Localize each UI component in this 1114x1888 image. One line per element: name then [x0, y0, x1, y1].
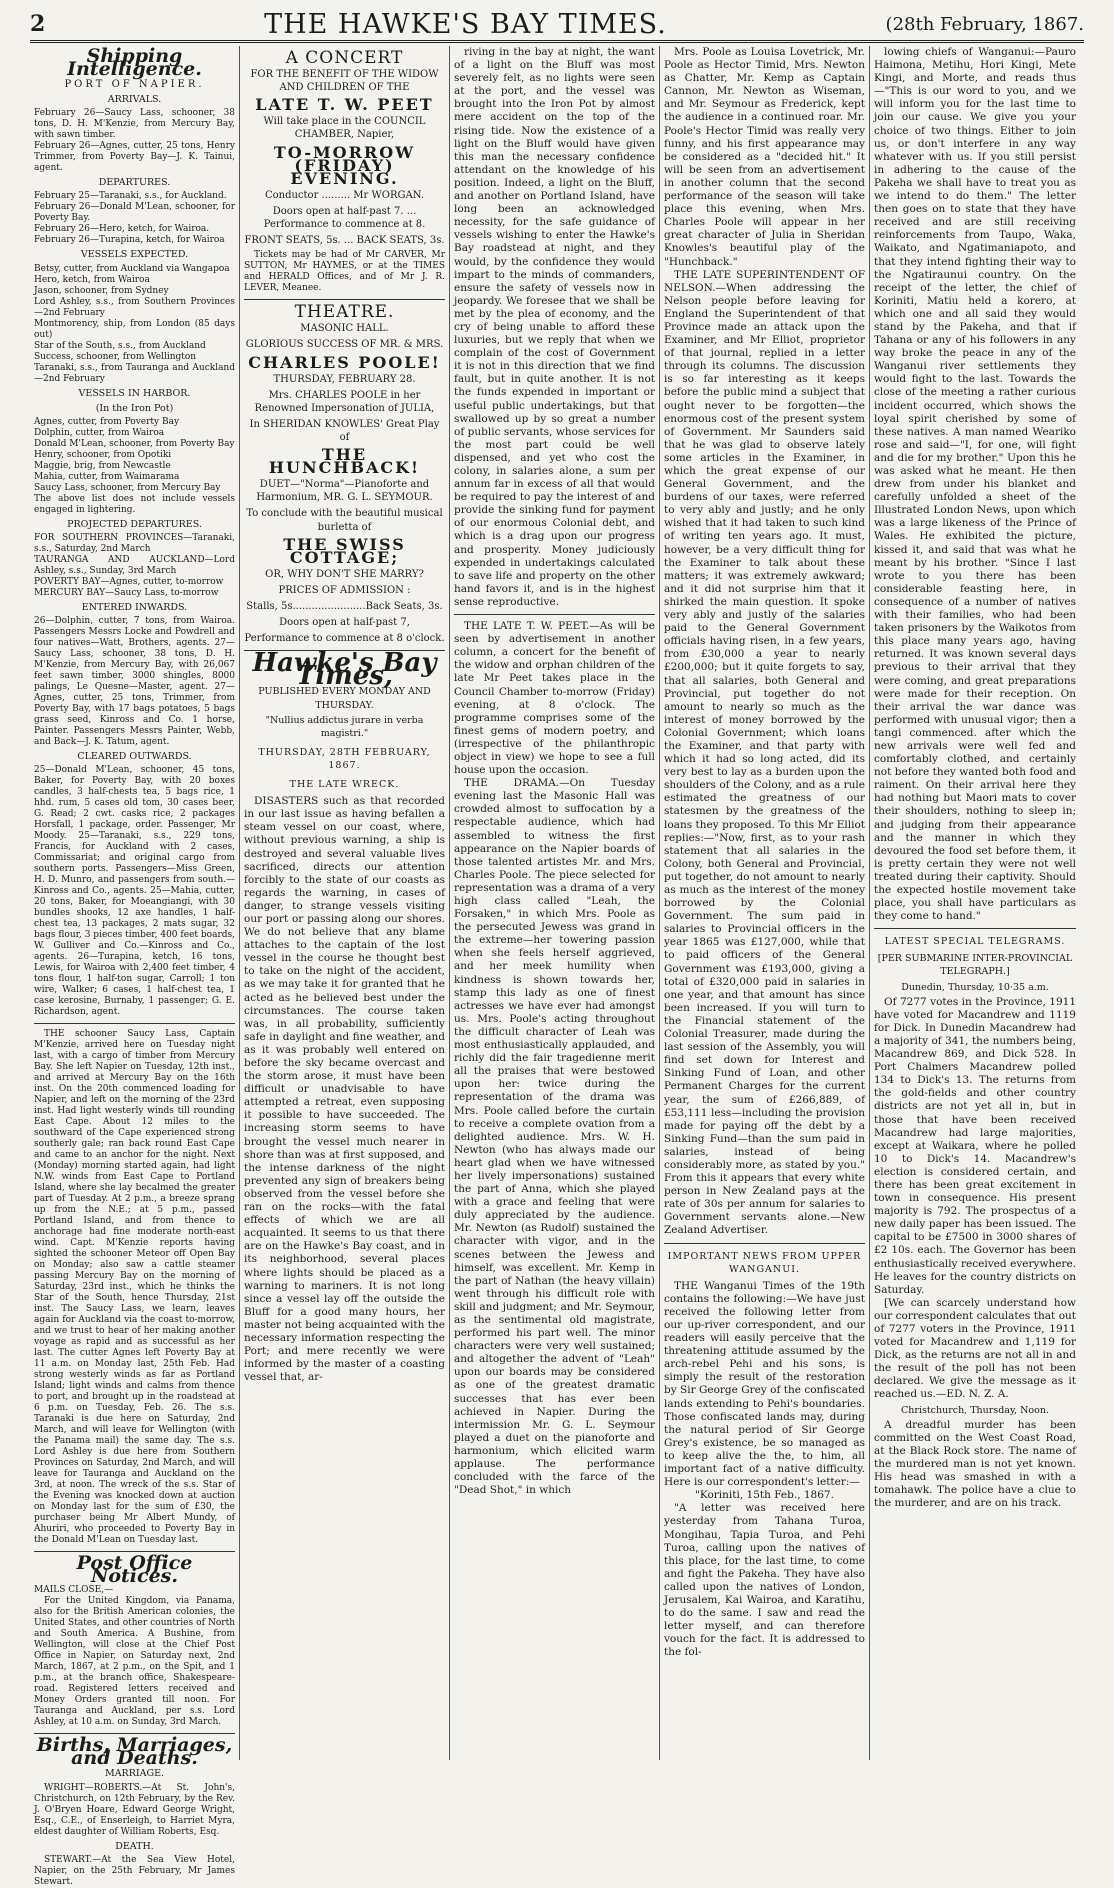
marriage-text: WRIGHT—ROBERTS.—At St. John's, Christchurch, on 12th February, by the Rev. J. O'Bryen Hoare, Edward George Wright, Esq., C.E., of Enserleigh, to Harriet Myra, eldest daughter of William Roberts, Esq. [34, 1782, 235, 1837]
wreck-article: DISASTERS such as that recorded in our last issue as having befallen a steam vessel on our coast, where, without previous warning, a ship is destroyed and several valuable lives sacrificed, directs our attention forcibly to the state of our coasts as regards the warning, in cases of danger, to strange vessels visiting our port or passing along our shores. We do not believe that any blame attaches to the captain of the lost vessel in the course he thought best to take on the night of the accident, as we may take it for granted that he acted as he believed best under the circumstances. The course taken was, in all probability, sufficiently safe in daylight and fine weather, and as it was probably well entered on before the sky became overcast and the storm arose, it must have been difficult or unadvisable to have attempted a retreat, even supposing it possible to have succeeded. The increasing storm seems to have brought the vessel much nearer in shore than was at first supposed, and the intense darkness of the night prevented any sign of breakers being observed from the vessel before she ran on the rocks—with the fatal effects of which we are all acquainted. It seems to us that there are on the Hawke's Bay coast, and in its neighborhood, several places where lights should be placed as a warning to mariners. It is not long since a vessel lay off the outside the Bluff for a good many hours, her master not being acquainted with the necessary information respecting the Port; and mere recently we were informed by the master of a coasting vessel that, ar- [244, 795, 445, 1384]
harbor-line: Mahia, cutter, from Waimarama [34, 471, 180, 482]
theatre-title: THEATRE. [294, 302, 395, 323]
column-4 [660, 46, 870, 1760]
mails-close: MAILS CLOSE,— [34, 1585, 114, 1596]
concert-title: A CONCERT [285, 48, 404, 68]
koriniti-letter: "A letter was received here yesterday from Tahana Turoa, Mongihau, Tapia Turoa, and Pehi Turoa, calling upon the natives of this place, for the last time, to come and fight the Pakeha. They have also called upon the natives of London, Jerusalem, Kai Wairoa, and Karatihu, to do the same. I saw and read the letter myself, and can therefore vouch for the fact. It is addressed to the fol- [664, 1502, 865, 1659]
column-5 [870, 46, 1080, 1760]
divider [454, 614, 655, 615]
projected-line: FOR SOUTHERN PROVINCES—Taranaki, s.s., Saturday, 2nd March [34, 532, 235, 554]
projected-line: MERCURY BAY—Saucy Lass, to-morrow [34, 587, 219, 598]
masonic-hall: MASONIC HALL. [300, 323, 389, 335]
election-telegram: Of 7277 votes in the Province, 1911 have voted for Macandrew and 1119 for Dick. In Dunedin Macandrew had a majority of 341, the numbers being, Macandrew 869, and Dick 528. In Port Chalmers Macandrew polled 134 to Dick's 13. The returns from the gold-fields and other country districts are not yet all in, but in those that have been received Macandrew had large majorities, except at Waikara, where he polled 10 to Dick's 14. Macandrew's election is considered certain, and there has been great excitement in town in consequence. His present majority is 792. The prospectus of a new daily paper has been issued. The capital to be £7500 in 3000 shares of £2 10s. each. The Governor has been enthusiastically received everywhere. He leaves for the country districts on Saturday. [874, 995, 1076, 1296]
arrivals-heading: ARRIVALS. [107, 94, 162, 106]
glorious-success: GLORIOUS SUCCESS OF MR. & MRS. [245, 339, 444, 351]
divider [34, 1023, 235, 1024]
harbor-line: Donald M'Lean, schooner, from Poverty Bay [34, 438, 235, 449]
conclude: To conclude with the beautiful musical burletta of [246, 508, 443, 533]
telegrams-subheading: [PER SUBMARINE INTER-PROVINCIAL TELEGRAPH.] [877, 953, 1073, 978]
post-office-heading: Post Office Notices. [76, 1552, 193, 1588]
expected-line: Success, schooner, from Wellington [34, 351, 197, 362]
theatre-date: THURSDAY, FEBRUARY 28. [273, 373, 416, 385]
harbor-line: Dolphin, cutter, from Wairoa [34, 427, 165, 438]
concert-place: Will take place in the COUNCIL CHAMBER, Napier, [263, 116, 426, 141]
bmd-heading: Births, Marriages, and Deaths. [36, 1734, 233, 1770]
charles-poole: CHARLES POOLE! [248, 352, 441, 372]
koriniti-letter-continued: lowing chiefs of Wanganui:—Pauro Haimona, Metihu, Hori Kingi, Mete Kingi, and Morte, and reads thus—"This is our word to you, and we will inform you for the last time to join our cause. We give you your choice of two things. Either to join us, or don't interfere in any way whatever with us. If you still persist in adhering to the cause of the Pakeha we shall have to treat you as we intend to do them." The letter then goes on to state that they have received and are still receiving reinforcements from Taupo, Waka, Waikato, and Ngatimaniapoto, and that they intend fighting their way to the Ngatiraunui country. On the receipt of the letter, the chief of Koriniti, Matiu held a korero, at which one and all said they would stand by the Pakeha, and that if Tahana or any of his followers in any way broke the peace in any of the Wanganui river settlements they would fight to the last. Towards the close of the meeting a rather curious incident occurred, which shows the loyal spirit cherished by some of these natives. A man named Weariko rose and said—"I, for one, will fight and die for my brother." Upon this he was asked what he meant. He then drew from under his blanket and carefully unfolded a sheet of the Illustrated London News, upon which was a large likeness of the Prince of Wales. He exhibited the picture, kissed it, and said that was what he meant by his brother. "Since I last wrote to you there has been considerable feasting here, in consequence of a number of natives with their families, who had been taken prisoners by the Waikotos from this place many years ago, having returned. It was known several days previous to their arrival that they were coming, and great preparations were made for their reception. On their arrival the war dance was performed with unusual vigor; then a tangi commenced. after which the new arrivals were well fed and comfortably clothed, and certainly not before they wanted both food and raiment. On their arrival here they had nothing but Maori mats to cover their shoulders, nothing to sleep in; and judging from their appearance and the manner in which they devoured the food set before them, it is pretty certain they were not well treated during their captivity. Should the expected hostile movement take place, you shall have particulars as they come to hand." [874, 46, 1076, 923]
harbor-subheading: (In the Iron Pot) [95, 402, 174, 414]
page-number: 2 [30, 11, 46, 37]
hunchback: THE HUNCHBACK! [268, 445, 421, 478]
swiss-cottage: THE SWISS COTTAGE; [283, 534, 406, 567]
departure-line: February 26—Turapina, ketch, for Wairoa [34, 235, 225, 246]
prices-heading: PRICES OF ADMISSION : [278, 584, 411, 596]
editor-note: [We can scarcely understand how our correspondent calculates that out of 7277 voters in the Province, 1911 voted for Macandrew and 1,119 for Dick, as the returns are not all in and the result of the poll has not been declared. We give the message as it reached us.—ED. N. Z. A. [874, 1296, 1076, 1401]
dateline: THURSDAY, 28TH FEBRUARY, 1867. [258, 746, 431, 771]
concert-seats: FRONT SEATS, 5s. ... BACK SEATS, 3s. [244, 235, 445, 247]
projected-heading: PROJECTED DEPARTURES. [67, 518, 202, 530]
theatre-performance: Performance to commence at 8 o'clock. [244, 633, 445, 645]
wreck-article-continued: riving in the bay at night, the want of a light on the Bluff was most severely felt, as no lights were seen at the port, and the vessel was brought into the Iron Pot by almost mere accident on the top of the rising tide. Now the existence of a light on the Bluff would have given this man the necessary confidence attendant on the knowledge of his position. Indeed, a light on the Bluff, and another on Portland Island, have long been an acknowledged necessity, for the safe guidance of vessels wishing to enter the Hawke's Bay roadstead at night, and they would, by the confidence they would impart to the minds of commanders, ensure the safety of vessels now in jeopardy. We foresee that we shall be met by the plea of economy, and the cry of being unable to afford these luxuries, but we reply that when we complain of the cost of Government it is not in this direction that we find fault, but in quite another. It is not the funds expended in important or useful public undertakings, but that swallowed up by so great a number of public servants, whose services for the most part could be well dispensed, and yet who cost the colony, in salaries alone, a sum per annum far in excess of all that would be required to pay the interest of and provide the sinking fund for payment of our enormous Colonial debt, and which is a drag upon our progress and prosperity. Money judiciously expended in undertakings calculated to save life and property on the other hand favors it, and is in the highest sense reproductive. [454, 46, 655, 608]
marriage-heading: MARRIAGE. [104, 1768, 165, 1780]
newspaper-title: THE HAWKE'S BAY TIMES. [264, 8, 667, 40]
drama-article: THE DRAMA.—On Tuesday evening last the Masonic Hall was crowded almost to suffocation by a respectable audience, which had assembled to witness the first appearance on the Napier boards of those talented artistes Mr. and Mrs. Charles Poole. The piece selected for representation was a drama of a very high class called "Leah, the Forsaken," in which Mrs. Poole as the persecuted Jewess was grand in the extreme—her towering passion when she feels herself aggrieved, and her meek humility when kindness is shown towards her, stamp this lady as one of finest actresses we have ever had amongst us. Mrs. Poole's acting throughout the difficult character of Leah was most enthusiastically applauded, and richly did the fair tragedienne merit all the praises that were bestowed upon her: twice during the representation of the drama was Mrs. Poole called before the curtain to receive a complete ovation from a delighted audience. Mrs. W. H. Newton (who has always made our heart glad when we have witnessed her lively impersonations) sustained the part of Anna, which she played with a grace and feeling that were duly appreciated by the audience. Mr. Newton (as Rudolf) sustained the character with vigor, and in the scenes between the Jewess and himself, was excellent. Mr. Kemp in the part of Nathan (the heavy villain) went through his difficult role with skill and judgment; and Mr. Seymour, as the sentimental old magistrate, performed his part well. The minor characters were very well sustained; and altogether the advent of "Leah" upon our boards may be considered as one of the greatest dramatic successes that has ever been achieved in Napier. During the intermission Mr. G. L. Seymour played a duet on the pianoforte and harmonium, which elicited warm applause. The performance concluded with the farce of the "Dead Shot," in which [454, 777, 655, 1497]
harbor-line: Henry, schooner, from Opotiki [34, 449, 172, 460]
paper-title: Hawke's Bay Times, [252, 648, 437, 692]
expected-line: Jason, schooner, from Sydney [34, 285, 169, 296]
motto: "Nullius addictus jurare in verba magistri." [265, 714, 424, 739]
departure-line: February 26—Hero, ketch, for Wairoa. [34, 224, 210, 235]
harbor-heading: VESSELS IN HARBOR. [78, 387, 191, 399]
divider [664, 1243, 865, 1244]
column-2 [240, 46, 450, 1760]
harbor-line: Maggie, brig, from Newcastle [34, 460, 171, 471]
column-1 [30, 45, 240, 1887]
drama-article-continued: Mrs. Poole as Louisa Lovetrick, Mr. Poole as Hector Timid, Mrs. Newton as Chatter, Mr. Kemp as Captain Cannon, Mr. Newton as Wiseman, and Mr. Seymour as Frederick, kept the audience in a continued roar. Mr. Poole's Hector Timid was really very funny, and his first appearance may be considered as a "decided hit." It will be seen from an advertisement in another column that the second performance of the season will take place this evening, when Mrs. Charles Poole will appear in her great character of Julia in Sheridan Knowles's beautiful play of the "Hunchback." [664, 46, 865, 268]
cleared-text: 25—Donald M'Lean, schooner, 45 tons, Baker, for Poverty Bay, with 20 boxes candles, 3 half-chests tea, 5 bags rice, 1 hhd. rum, 5 cases old tom, 30 cases beer, G. Read; 2 cwt. casks rice, 2 packages Horsfall, 1 package, order. Passenger, Mr Moody. 25—Taranaki, s.s., 229 tons, Francis, for Auckland with 2 cases, Commissariat; and original cargo from southern ports. Passengers—Miss Green, H. D. Munro, and passengers from south.—Kinross and Co., agents. 25—Mahia, cutter, 20 tons, Baker, for Moeangiangi, with 30 bundles shooks, 12 axe handles, 1 half-chest tea, 13 packages, 2 mats sugar, 32 bags flour, 3 pieces timber, 400 feet boards, W. Gulliver and Co.—Kinross and Co., agents. 26—Turapina, ketch, 16 tons, Lewis, for Wairoa with 2,400 feet timber, 4 tons flour, 1 half-ton sugar, Carroll; 1 ton wire, Walker; 6 cases, 1 half-chest tea, 1 case kerosine, Burnaby, 1 passenger; G. E. Richardson, agent. [34, 765, 235, 1018]
death-heading: DEATH. [115, 1840, 154, 1852]
shipping-news: THE schooner Saucy Lass, Captain M'Kenzie, arrived here on Tuesday night last, with a cargo of timber from Mercury Bay. She left Napier on Tuesday, 12th inst., and arrived at Mercury Bay on the 16th inst. On the 20th commenced loading for Napier, and left on the morning of the 23rd inst. Had light westerly winds till rounding East Cape. About 12 miles to the southward of the Cape experienced strong southerly gale; ran back round East Cape and came to an anchor for the night. Next (Monday) morning started again, had light N.W. winds from East Cape to Portland Island, where she lay becalmed the greater part of Tuesday. At 2 p.m., a breeze sprang up from the N.E.; at 5 p.m., passed Portland Island, and from thence to anchorage had fine moderate north-east wind. Capt. M'Kenzie reports having sighted the schooner Meteor off Open Bay on Monday; also saw a cattle steamer passing Mercury Bay on the morning of Saturday, 23rd inst., which he thinks the Star of the South, hence Thursday, 21st inst. The Saucy Lass, we learn, leaves again for Auckland via the coast to-morrow, and we trust to hear of her making another voyage as rapid and as successful as her last. The cutter Agnes left Poverty Bay at 11 a.m. on Monday last, 25th Feb. Had strong westerly winds as far as Portland Island; light winds and calms from thence to port, and brought up in the roadstead at 6 p.m. on Tuesday, Feb. 26. The s.s. Taranaki is due here on Saturday, 2nd March, and will leave for Wellington (with the Panama mail) the same day. The s.s. Lord Ashley is due here from Southern Provinces on Saturday, 2nd March, and will leave for Tauranga and Auckland on the 3rd, at noon. The wreck of the s.s. Star of the Evening was knocked down at auction on Monday last for the sum of £30, the purchaser being Mr Albert Mundy, of Ahuriri, who proceeded to Poverty Bay in the Donald M'Lean on Tuesday last. [34, 1029, 235, 1546]
issue-date: (28th February, 1867. [885, 13, 1084, 35]
departure-line: February 25—Taranaki, s.s., for Auckland. [34, 191, 227, 202]
post-office-text: For the United Kingdom, via Panama, also for the British American colonies, the United States, and other countries of North and South America. A Bushine, from Wellington, will close at the Chief Post Office in Napier, on Saturday next, 2nd March, 1867, at 2 p.m., on the Spit, and 1 p.m., at the branch office, Shakespeare-road. Registered letters received and Money Orders granted till noon. For Tauranga and Auckland, per s.s. Lord Ashley, at 10 a.m. on Sunday, 3rd March. [34, 1596, 235, 1728]
nelson-article: THE LATE SUPERINTENDENT OF NELSON.—When addressing the Nelson people before leaving for England the Superintendent of that Province made an attack upon the Examiner, and Mr Elliot, proprietor of that journal, replied in a letter through its columns. The discussion is so far interesting as it keeps before the public mind a subject that ought never to be forgotten—the enormous cost of the present system of Government. Mr Saunders said that he was glad to observe lately some articles in the Examiner, in which the great expense of our General Government, and the burdens of our taxes, were referred to very ably and justly; and he only wished that it had taken to such kind of writing ten years ago. It must, however, be a very difficult thing for the Examiner to talk about these matters; it was extremely awkward; and it did not surprise him that it shirked the main question. It spoke very ably and justly of the salaries paid to the General Government officials having risen, in a few years, from £30,000 a year to nearly £200,000; but it quite forgets to say, that all salaries, both General and Provincial, put together do not amount to nearly so much as the interest of money borrowed by the Colonial Government; which loans the Examiner, and that party with which it had so long acted, did its very best to lay as a burden upon the shoulders of the Colony, and as a rule estimated the greatness of our statesmen by the greatness of the loans they proposed. To this Mr Elliot replies:—"Now, first, as to your rash statement that all salaries in the Colony, both General and Provincial, put together, do not amount to nearly as much as the interest of the money borrowed by the Colonial Government. The sum paid in salaries to Provincial officers in the year 1865 was £127,000, while that to paid officers of the General Government was £193,000, giving a total of £320,000 paid in salaries in one year, and that amount has since been increased. If you will turn to the Financial statement of the Colonial Treasurer, made during the last session of the Assembly, you will find set down for Interest and Sinking Fund of Loan, and other Permanent Charges for the current year, the sum of £266,889, of £53,111 less—including the provision made for paying off the debt by a Sinking Fund—than the sum paid in salaries, instead of being considerably more, as stated by you." From this it appears that every white person in New Zealand pays at the rate of 30s per annum for salaries to Government servants alone.—New Zealand Advertiser. [664, 268, 865, 1237]
telegrams-heading: LATEST SPECIAL TELEGRAMS. [884, 936, 1066, 948]
departure-line: February 26—Donald M'Lean, schooner, for Poverty Bay. [34, 202, 235, 224]
projected-line: TAURANGA AND AUCKLAND—Lord Ashley, s.s., Sunday, 3rd March [34, 554, 235, 576]
harbor-line: The above list does not include vessels engaged in lightering. [34, 493, 235, 515]
cleared-heading: CLEARED OUTWARDS. [77, 750, 192, 762]
arrival-line: February 26—Agnes, cutter, 25 tons, Henry Trimmer, from Poverty Bay—J. K. Tainui, agent. [34, 141, 235, 174]
wanganui-article: THE Wanganui Times of the 19th contains the following:—We have just received the following letter from our up-river correspondent, and our readers will easily perceive that the threatening attitude assumed by the arch-rebel Pehi and his sons, is simply the result of the restoration by Sir George Grey of the confiscated lands extending to Pehi's boundaries. Those confiscated lands may, during the natural period of Sir George Grey's existence, be so managed as to keep alive the the, to him, all important fact of a native difficulty. Here is our correspondent's letter:— [664, 1279, 865, 1489]
concert-benefit: FOR THE BENEFIT OF THE WIDOW AND CHILDREN OF THE [250, 69, 439, 94]
play-intro: In SHERIDAN KNOWLES' Great Play of [249, 418, 440, 443]
concert-when: TO-MORROW (FRIDAY) EVENING. [273, 142, 416, 188]
divider [874, 928, 1076, 929]
murder-telegram: A dreadful murder has been committed on the West Coast Road, at the Black Rock store. The name of the murdered man is not yet known. His head was smashed in with a tomahawk. The police have a clue to the murderer, and are on his track. [874, 1418, 1076, 1510]
port-heading: PORT OF NAPIER. [64, 79, 205, 91]
expected-line: Montmorency, ship, from London (85 days out) [34, 318, 235, 340]
concert-late: LATE T. W. PEET [255, 95, 434, 115]
mrs-poole: Mrs. CHARLES POOLE in her Renowned Impersonation of JULIA, [254, 389, 435, 414]
expected-heading: VESSELS EXPECTED. [80, 249, 189, 261]
concert-tickets: Tickets may be had of Mr CARVER, Mr SUTTON, Mr HAYMES, or at the TIMES and HERALD Offices, and of Mr J. R. LEVER, Meanee. [244, 250, 445, 294]
entered-text: 26—Dolphin, cutter, 7 tons, from Wairoa. Passengers Messrs Locke and Powdrell and four natives—Watt, Brothers, agents. 27—Saucy Lass, schooner, 38 tons, D. H. M'Kenzie, from Mercury Bay, with 26,067 feet sawn timber, 3000 shingles, 8000 palings, Le Quesne—Master, agent. 27—Agnes, cutter, 25 tons, Trimmer, from Poverty Bay, with 17 bags potatoes, 5 bags grass seed, Kinross and Co. 1 horse, Painter. Passengers Messrs Painter, Webb, and Back—J. K. Tatum, agent. [34, 615, 235, 747]
entered-heading: ENTERED INWARDS. [81, 601, 188, 613]
projected-line: POVERTY BAY—Agnes, cutter, to-morrow [34, 576, 224, 587]
why-marry: OR, WHY DON'T SHE MARRY? [265, 568, 424, 580]
expected-line: Betsy, cutter, from Auckland via Wangapoa [34, 263, 230, 274]
wreck-heading: THE LATE WRECK. [289, 779, 400, 791]
harbor-line: Saucy Lass, schooner, from Mercury Bay [34, 482, 221, 493]
published-note: PUBLISHED EVERY MONDAY AND THURSDAY. [258, 686, 431, 711]
arrival-line: February 26—Saucy Lass, schooner, 38 tons, D. H. M'Kenzie, from Mercury Bay, with sawn timber. [34, 108, 235, 141]
koriniti-dateline: "Koriniti, 15th Feb., 1867. [695, 1489, 834, 1502]
harbor-line: Agnes, cutter, from Poverty Bay [34, 416, 180, 427]
expected-line: Star of the South, s.s., from Auckland [34, 340, 206, 351]
wanganui-heading: IMPORTANT NEWS FROM UPPER WANGANUI. [667, 1250, 862, 1275]
divider [244, 299, 445, 300]
death-text: STEWART.—At the Sea View Hotel, Napier, on the 25th February, Mr James Stewart. [34, 1854, 235, 1887]
expected-line: Hero, ketch, from Wairoa [34, 274, 150, 285]
stalls-prices: Stalls, 5s.......................Back Seats, 3s. [246, 601, 443, 612]
columns [30, 45, 1084, 1887]
column-3 [450, 46, 660, 1760]
concert-doors: Doors open at half-past 7. ... Performance to commence at 8. [263, 205, 426, 231]
concert-conductor: Conductor ......... Mr WORGAN. [264, 189, 425, 201]
duet: DUET—"Norma"—Pianoforte and Harmonium, MR. G. L. SEYMOUR. [256, 479, 433, 504]
expected-line: Lord Ashley, s.s., from Southern Provinces—2nd February [34, 296, 235, 318]
christchurch-dateline: Christchurch, Thursday, Noon. [900, 1404, 1049, 1416]
theatre-doors: Doors open at half-past 7, [279, 617, 410, 629]
dunedin-dateline: Dunedin, Thursday, 10·35 a.m. [901, 981, 1049, 993]
departures-heading: DEPARTURES. [98, 177, 171, 189]
shipping-heading: Shipping Intelligence. [67, 45, 202, 81]
peet-article: THE LATE T. W. PEET.—As will be seen by advertisement in another column, a concert for the benefit of the widow and orphan children of the late Mr Peet takes place in the Council Chamber to-morrow (Friday) evening, at 8 o'clock. The programme comprises some of the finest gems of modern poetry, and (irrespective of the philanthropic object in view) we hope to see a full house upon the occasion. [454, 620, 655, 777]
expected-line: Taranaki, s.s., from Tauranga and Auckland—2nd February [34, 362, 235, 384]
masthead [30, 8, 1084, 43]
